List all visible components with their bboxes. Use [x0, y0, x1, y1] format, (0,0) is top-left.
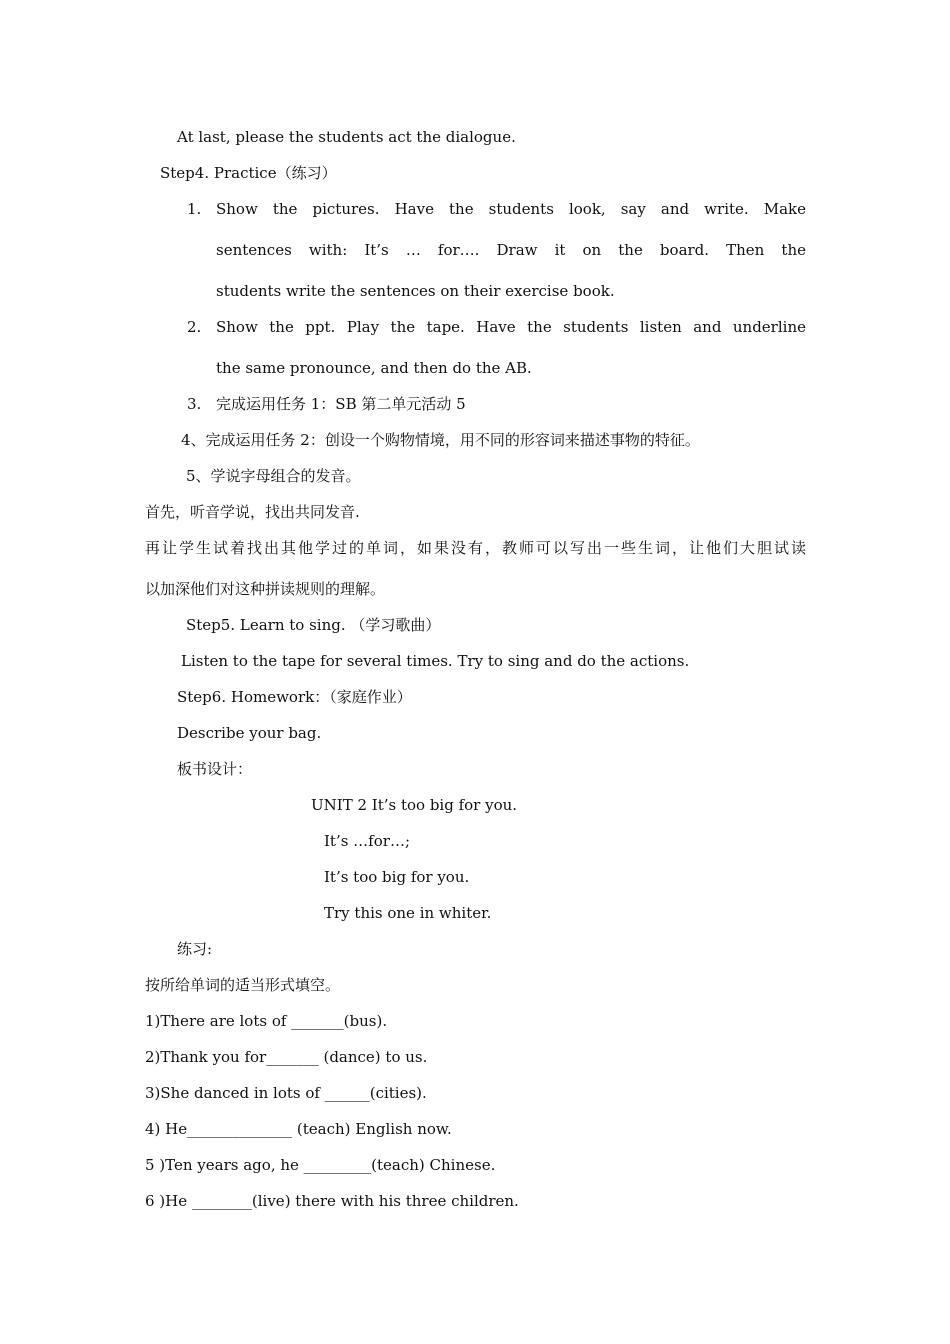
first-text: 首先，听音学说，找出共同发音. — [145, 503, 360, 521]
item4-text: 4、完成运用任务 2：创设一个购物情境，用不同的形容词来描述事物的特征。 — [181, 431, 700, 449]
listen-text: Listen to the tape for several times. Try to sing and do the actions. — [181, 652, 690, 670]
item2-line2: the same pronounce, and then do the AB. — [216, 359, 532, 377]
question-5: 5 )Ten years ago, he _________(teach) Chinese. — [145, 1156, 496, 1174]
item5-text: 5、学说字母组合的发音。 — [186, 467, 361, 485]
question-6: 6 )He ________(live) there with his three children. — [145, 1192, 519, 1210]
item1-line1: Show the pictures. Have the students look, say and write. Make — [216, 200, 806, 218]
board-design-label: 板书设计： — [177, 760, 253, 778]
item2-line1: Show the ppt. Play the tape. Have the students listen and underline — [216, 318, 806, 336]
item3-number: 3. — [187, 395, 202, 413]
exercise-instruction: 按所给单词的适当形式填空。 — [145, 976, 341, 994]
question-3: 3)She danced in lots of ______(cities). — [145, 1084, 427, 1102]
question-4: 4) He______________ (teach) English now. — [145, 1120, 452, 1138]
question-1: 1)There are lots of _______(bus). — [145, 1012, 388, 1030]
item1-line2: sentences with: It’s … for…. Draw it on the board. Then the — [216, 241, 806, 259]
board-line3: Try this one in whiter. — [324, 904, 492, 922]
item2-number: 2. — [187, 318, 202, 336]
board-line1: It’s …for…; — [324, 832, 410, 850]
board-title: UNIT 2 It’s too big for you. — [311, 796, 518, 814]
step6-heading: Step6. Homework：（家庭作业） — [177, 688, 412, 706]
exercise-label: 练习: — [177, 940, 213, 958]
step5-heading: Step5. Learn to sing. （学习歌曲） — [186, 616, 441, 634]
board-line2: It’s too big for you. — [324, 868, 470, 886]
question-2: 2)Thank you for_______ (dance) to us. — [145, 1048, 428, 1066]
then-line2: 以加深他们对这种拼读规则的理解。 — [145, 580, 386, 598]
act-dialogue-text: At last, please the students act the dialogue. — [177, 128, 516, 146]
item3-text: 完成运用任务 1：SB 第二单元活动 5 — [216, 395, 466, 413]
step4-heading: Step4. Practice（练习） — [160, 164, 337, 182]
item1-line3: students write the sentences on their exercise book. — [216, 282, 615, 300]
describe-text: Describe your bag. — [177, 724, 322, 742]
item1-number: 1. — [187, 200, 202, 218]
then-line1: 再让学生试着找出其他学过的单词，如果没有，教师可以写出一些生词，让他们大胆试读 — [145, 539, 806, 557]
